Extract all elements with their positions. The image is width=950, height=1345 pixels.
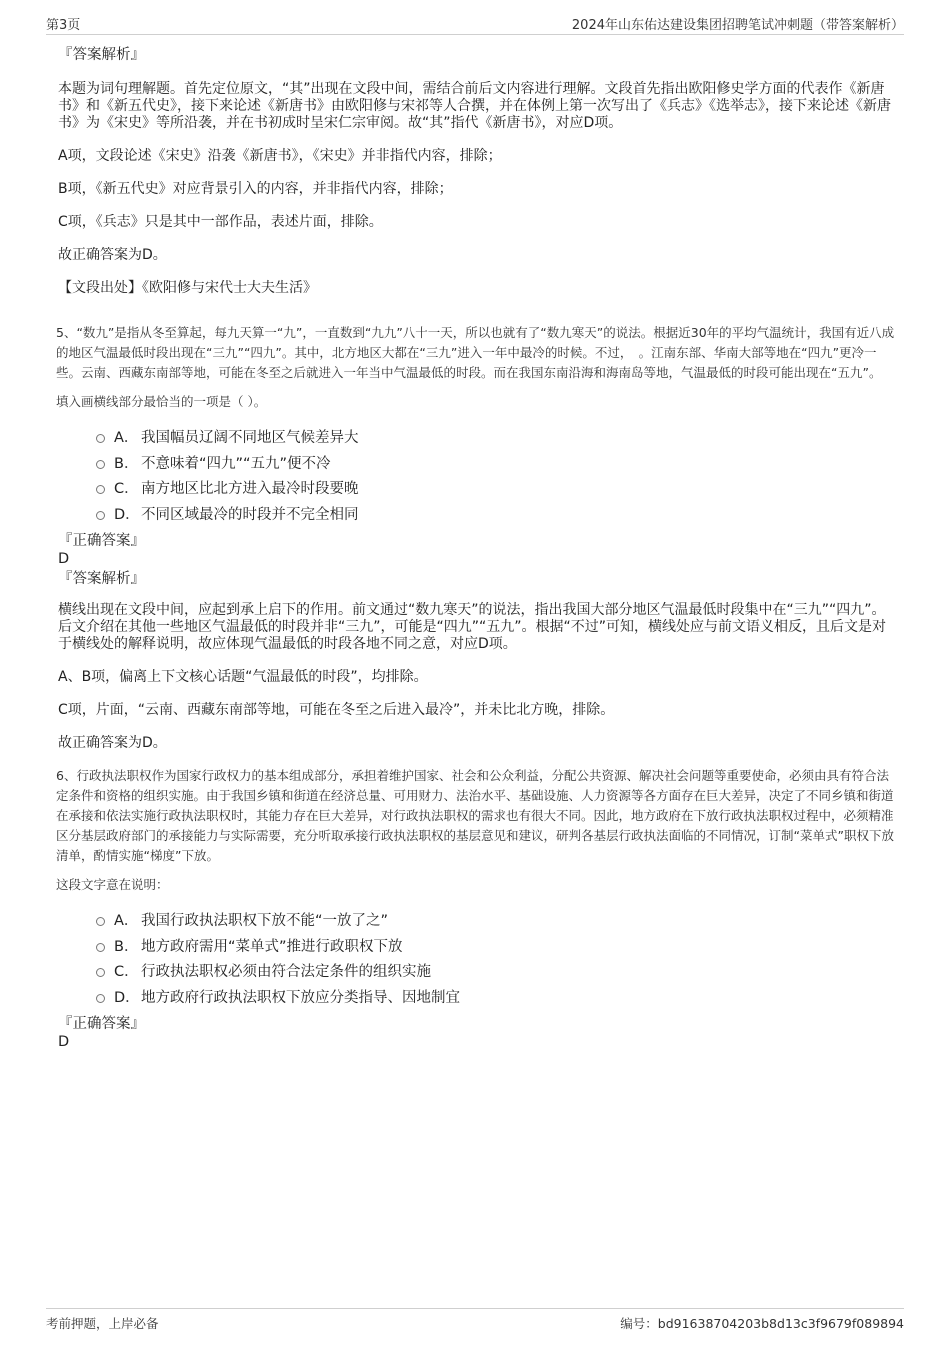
q4-analysis-label: 『答案解析』 [58,47,145,63]
q5-option-c[interactable]: C． 南方地区比北方进入最冷时段要晚 [96,475,898,501]
q6-option-a[interactable]: A． 我国行政执法职权下放不能“一放了之” [96,907,898,933]
q6-question-text: 6、行政执法职权作为国家行政权力的基本组成部分，承担着维护国家、社会和公众利益，分配公共资源、解决社会问题等重要使命，必须由具有符合法定条件和资格的组织实施。由于我国乡镇和街道在经济总量、可用财力、法治水平、基础设施、人力资源等各方面存在巨大差异，决定了不同乡镇和街道在承接和依法实施行政执法职权时，其能力存在巨大差异，对行政执法职权的需求也有很大不同。因此，地方政府在下放行政执法职权过程中，必须精准区分基层政府部门的承接能力与实际需要，充分听取承接行政执法职权的基层意见和建议，研判各基层行政执法面临的不同情况，订制“菜单式”职权下放清单，酌情实施“梯度”下放。 [56,768,894,863]
page-header [46,12,904,35]
radio-icon[interactable] [96,511,105,520]
q5-option-d[interactable]: D． 不同区域最冷的时段并不完全相同 [96,501,898,527]
q6-option-b[interactable]: B． 地方政府需用“菜单式”推进行政职权下放 [96,933,898,959]
q4-conclusion: 故正确答案为D。 [58,247,167,263]
footer-slogan: 考前押题，上岸必备 [46,1316,159,1331]
q4-reason-c: C项，《兵志》只是其中一部作品，表述片面，排除。 [58,214,383,230]
q5-analysis-text: 横线出现在文段中间，应起到承上启下的作用。前文通过“数九寒天”的说法，指出我国大部分地区气温最低时段集中在“三九”“四九”。后文介绍在其他一些地区气温最低的时段并非“三九”，可能是“四九”“五九”。根据“不过”可知，横线处应与前文语义相反，且后文是对于横线处的解释说明，故应体现气温最低的时段各地不同之意，对应D项。 [58,602,887,652]
q5-reason-c: C项，片面，“云南、西藏东南部等地，可能在冬至之后进入最冷”，并未比北方晚，排除。 [58,702,615,718]
q5-options [96,424,898,526]
q6-answer-label: 『正确答案』 [58,1016,145,1032]
radio-icon[interactable] [96,994,105,1003]
q5-answer: D [58,551,70,567]
radio-icon[interactable] [96,917,105,926]
q6-option-c[interactable]: C． 行政执法职权必须由符合法定条件的组织实施 [96,958,898,984]
q5-option-b[interactable]: B． 不意味着“四九”“五九”便不冷 [96,450,898,476]
radio-icon[interactable] [96,485,105,494]
document-title: 2024年山东佑达建设集团招聘笔试冲刺题（带答案解析） [571,18,904,33]
q5-answer-label: 『正确答案』 [58,533,145,549]
q4-analysis-text: 本题为词句理解题。首先定位原文，“其”出现在文段中间，需结合前后文内容进行理解。文段首先指出欧阳修史学方面的代表作《新唐书》和《新五代史》，接下来论述《新唐书》由欧阳修与宋祁等人合撰，并在体例上第一次写出了《兵志》《选举志》，接下来论述《新唐书》为《宋史》等所沿袭，并在书初成时呈宋仁宗审阅。故“其”指代《新唐书》，对应D项。 [58,81,891,131]
q6-option-d[interactable]: D． 地方政府行政执法职权下放应分类指导、因地制宜 [96,984,898,1010]
q4-source: 【文段出处】《欧阳修与宋代士大夫生活》 [58,280,317,296]
q5-prompt: 填入画横线部分最恰当的一项是（ ）。 [56,394,267,409]
q4-reason-a: A项，文段论述《宋史》沿袭《新唐书》，《宋史》并非指代内容，排除； [58,148,502,164]
q5-conclusion: 故正确答案为D。 [58,735,167,751]
radio-icon[interactable] [96,943,105,952]
main-content [56,45,898,1051]
q5-analysis-label: 『答案解析』 [58,571,145,587]
page-footer [46,1308,904,1333]
radio-icon[interactable] [96,434,105,443]
q5-question-text: 5、“数九”是指从冬至算起，每九天算一“九”，一直数到“九九”八十一天，所以也就有了“数九寒天”的说法。根据近30年的平均气温统计，我国有近八成的地区气温最低时段出现在“三九”“四九”。其中，北方地区大都在“三九”进入一年中最冷的时候。不过， 。江南东部、华南大部等地在“四九”更冷一些。云南、西藏东南部等地，可能在冬至之后就进入一年当中气温最低的时段。而在我国东南沿海和海南岛等地，气温最低的时段可能出现在“五九”。 [56,325,895,380]
q5-option-a[interactable]: A． 我国幅员辽阔不同地区气候差异大 [96,424,898,450]
q4-reason-b: B项，《新五代史》对应背景引入的内容，并非指代内容，排除； [58,181,453,197]
radio-icon[interactable] [96,460,105,469]
radio-icon[interactable] [96,968,105,977]
q6-prompt: 这段文字意在说明： [56,877,169,892]
q6-answer: D [58,1034,70,1050]
q5-reason-ab: A、B项，偏离上下文核心话题“气温最低的时段”，均排除。 [58,669,428,685]
q6-options [96,907,898,1009]
page-number: 第3页 [46,18,81,33]
document-code: 编号：bd91638704203b8d13c3f9679f089894 [620,1316,904,1331]
